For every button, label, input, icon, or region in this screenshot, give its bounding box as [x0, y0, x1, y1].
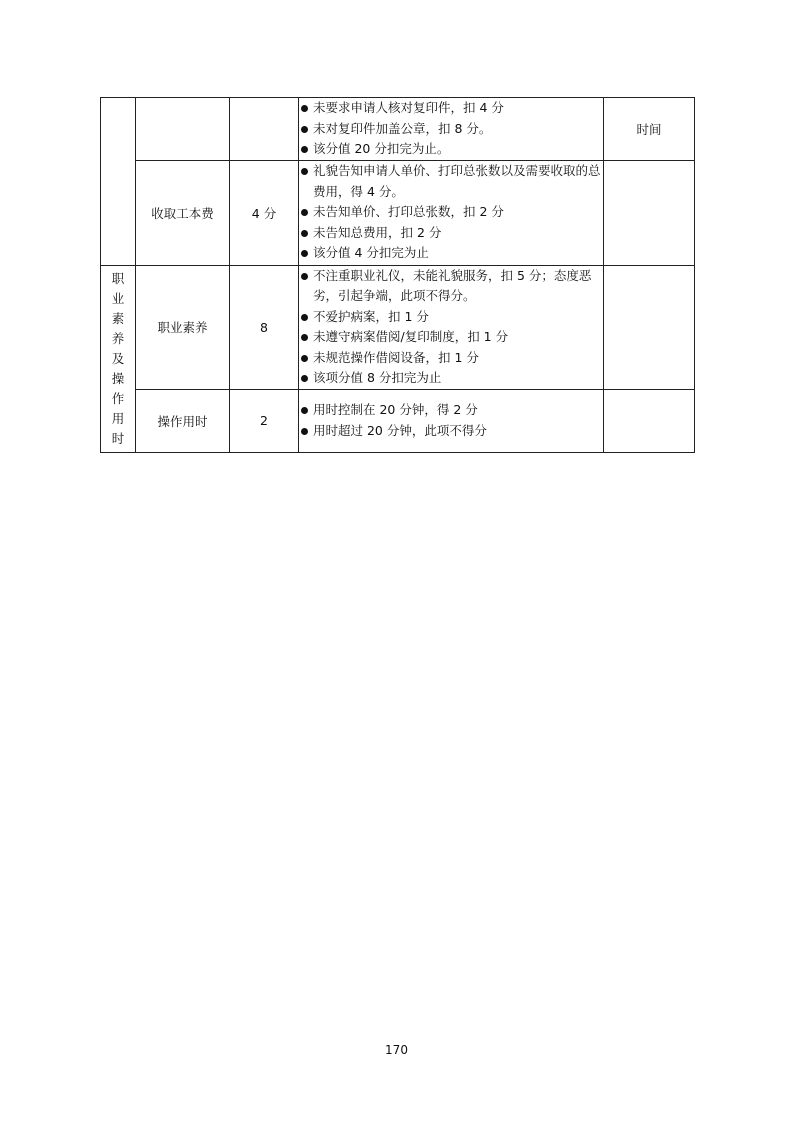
table-row — [101, 265, 695, 389]
score-cell: 8 — [230, 265, 299, 389]
category-char: 用 — [111, 410, 125, 426]
item-cell: 职业素养 — [136, 265, 230, 389]
item-cell-empty — [136, 98, 230, 161]
criteria-list — [299, 98, 603, 160]
score-cell: 2 — [230, 389, 299, 452]
score-cell: 4 分 — [230, 160, 299, 265]
item-cell: 操作用时 — [136, 389, 230, 452]
note-cell — [604, 160, 695, 265]
criteria-item: 不注重职业礼仪，未能礼貌服务，扣 5 分；态度恶劣，引起争端，此项不得分。 — [299, 266, 603, 307]
criteria-cell — [299, 98, 604, 161]
table-row — [101, 160, 695, 265]
category-vertical-label — [101, 269, 135, 449]
scoring-table — [100, 97, 695, 453]
criteria-item: 未告知总费用，扣 2 分 — [299, 223, 603, 244]
criteria-list — [299, 400, 603, 441]
note-cell — [604, 389, 695, 452]
criteria-cell — [299, 265, 604, 389]
criteria-item: 用时超过 20 分钟，此项不得分 — [299, 421, 603, 442]
criteria-list — [299, 161, 603, 264]
table-row — [101, 98, 695, 161]
category-char: 作 — [111, 390, 125, 406]
criteria-item: 该分值 20 分扣完为止。 — [299, 139, 603, 160]
criteria-item: 未遵守病案借阅/复印制度，扣 1 分 — [299, 327, 603, 348]
criteria-item: 用时控制在 20 分钟，得 2 分 — [299, 400, 603, 421]
criteria-item: 礼貌告知申请人单价、打印总张数以及需要收取的总费用，得 4 分。 — [299, 161, 603, 202]
category-char: 及 — [111, 350, 125, 366]
criteria-item: 该项分值 8 分扣完为止 — [299, 368, 603, 389]
note-cell — [604, 265, 695, 389]
category-char: 素 — [111, 310, 125, 326]
category-char: 操 — [111, 370, 125, 386]
criteria-item: 该分值 4 分扣完为止 — [299, 243, 603, 264]
page-number: 170 — [385, 1043, 408, 1057]
criteria-item: 未规范操作借阅设备，扣 1 分 — [299, 348, 603, 369]
criteria-list — [299, 266, 603, 389]
category-cell-professional — [101, 265, 136, 452]
criteria-item: 未要求申请人核对复印件，扣 4 分 — [299, 98, 603, 119]
criteria-cell — [299, 389, 604, 452]
item-cell: 收取工本费 — [136, 160, 230, 265]
score-cell-empty — [230, 98, 299, 161]
category-char: 时 — [111, 430, 125, 446]
criteria-item: 未告知单价、打印总张数，扣 2 分 — [299, 202, 603, 223]
criteria-item: 不爱护病案，扣 1 分 — [299, 307, 603, 328]
category-char: 职 — [111, 270, 125, 286]
criteria-item: 未对复印件加盖公章，扣 8 分。 — [299, 119, 603, 140]
note-cell: 时间 — [604, 98, 695, 161]
category-char: 业 — [111, 290, 125, 306]
category-char: 养 — [111, 330, 125, 346]
table-row — [101, 389, 695, 452]
criteria-cell — [299, 160, 604, 265]
category-cell-empty — [101, 98, 136, 266]
